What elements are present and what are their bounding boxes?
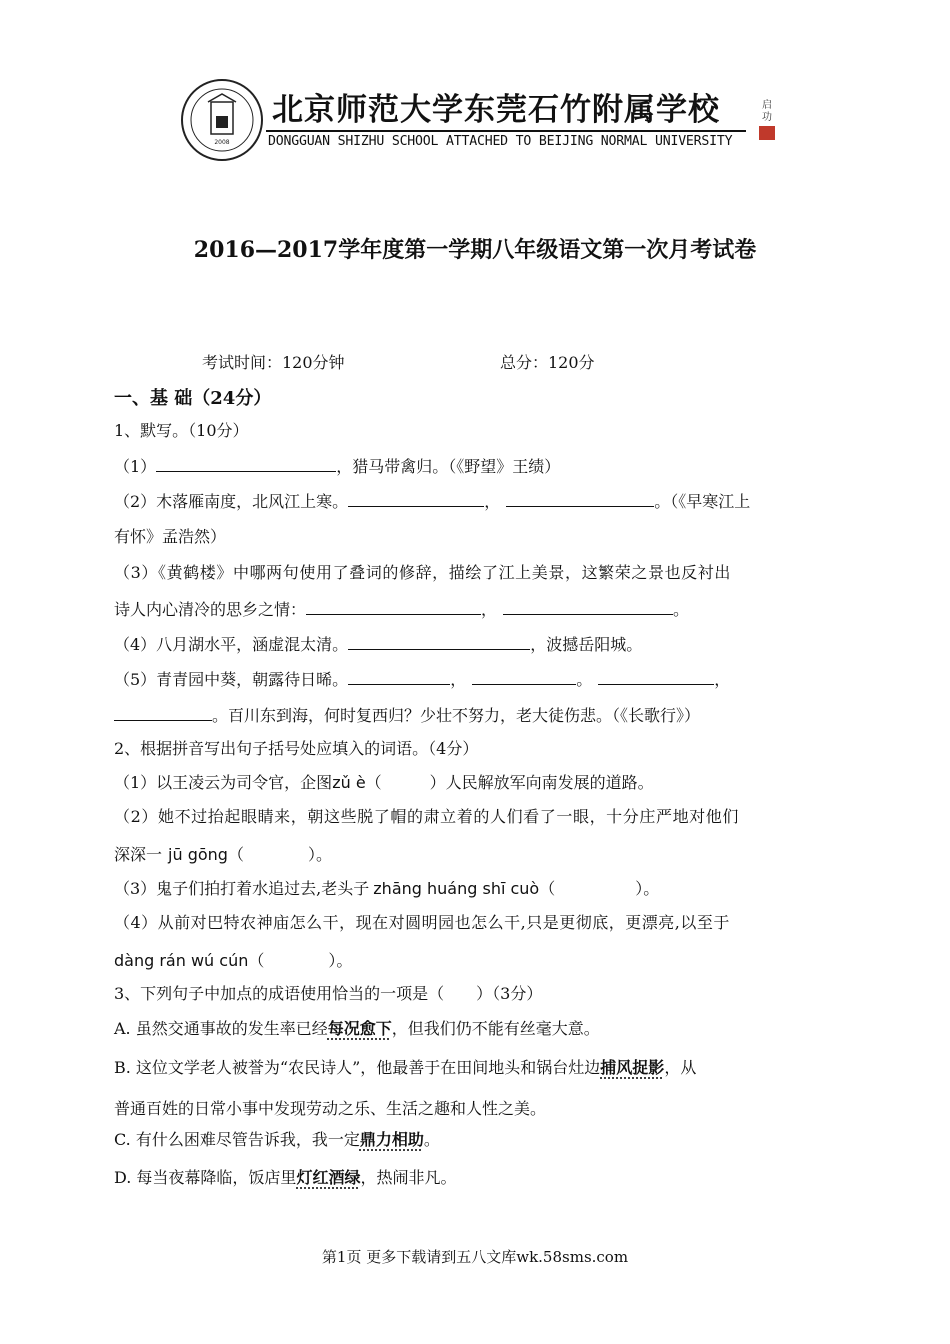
school-logo [180,78,780,162]
exam-total-score: 总分：120分 [500,353,595,372]
q2-item-4-line1: （4）从前对巴特农神庙怎么干，现在对圆明园也怎么干,只是更彻底，更漂亮,以至于 [114,913,730,932]
page-footer: 第1页 更多下载请到五八文库wk.58sms.com [321,1248,629,1266]
q1-item-3-end: 。 [673,600,690,619]
q3-option-d-idiom: 灯红酒绿 [296,1168,361,1187]
q2-item-3 [114,878,659,900]
q1-item-4 [114,633,642,656]
q1-item-5-blank-b[interactable] [472,668,576,685]
q1-item-1 [114,455,560,478]
q2-item-2-line2 [114,844,332,866]
q1-item-2-comma: ， [484,492,501,511]
q2-item-1-text: （1）以王凌云为司令官，企图 [114,773,333,792]
question-1-stem: 1、默写。（10分） [114,421,249,440]
q3-option-b [114,1057,696,1079]
q2-item-2-text: 深深一 [114,845,163,864]
q2-item-1 [114,772,654,794]
q1-item-1-blank[interactable] [156,455,336,472]
q3-option-a-idiom: 每况愈下 [327,1019,392,1038]
q3-option-c [114,1129,440,1151]
q1-item-2-text: （2）木落雁南度，北风江上寒。 [114,492,349,511]
svg-text:启: 启 [762,100,772,111]
q1-item-3-blank-b[interactable] [503,598,673,615]
q1-item-2-blank-a[interactable] [348,490,484,507]
q1-item-2-cont: 有怀》孟浩然） [114,527,227,546]
q3-option-b-idiom: 捕风捉影 [600,1058,665,1077]
q1-item-3-line1: （3）《黄鹤楼》中哪两句使用了叠词的修辞，描绘了江上美景，这繁荣之景也反衬出 [114,563,731,582]
q2-item-4-end: （ ）。 [248,951,353,970]
q2-item-2-end: （ ）。 [227,845,332,864]
question-2-stem: 2、根据拼音写出句子括号处应填入的词语。（4分） [114,739,479,758]
q3-option-d-text: D. 每当夜幕降临，饭店里 [114,1168,297,1187]
q1-item-5-period: 。 [576,670,593,689]
school-name-cn: 北京师范大学东莞石竹附属学校 [272,92,720,128]
q1-item-5-comma-1: ， [450,670,467,689]
q2-item-1-pinyin: zǔ è [332,773,366,792]
q3-option-c-text: C. 有什么困难尽管告诉我，我一定 [114,1130,360,1149]
q1-item-4-text: （4）八月湖水平，涵虚混太清。 [114,635,349,654]
q1-item-5-blank-a[interactable] [348,668,450,685]
q1-item-3-blank-a[interactable] [306,598,481,615]
q1-item-2 [114,490,750,513]
q2-item-4-line2 [114,950,352,972]
q1-item-1-text: ，猎马带禽归。（《野望》王绩） [336,457,561,476]
q1-item-3-line2 [114,598,689,621]
q3-option-c-idiom: 鼎力相助 [359,1130,424,1149]
q1-item-5-text: （5）青青园中葵，朝露待日晞。 [114,670,349,689]
q3-option-a-end: ，但我们仍不能有丝毫大意。 [391,1019,600,1038]
q3-option-c-end: 。 [423,1130,440,1149]
q2-item-3-pinyin: zhāng huáng shī cuò [373,879,540,898]
school-seal-icon [180,78,264,162]
q3-option-a-text: A. 虽然交通事故的发生率已经 [114,1019,328,1038]
q1-item-2-source: 。（《早寒江上 [654,492,751,511]
q2-item-1-end: （ ）人民解放军向南发展的道路。 [365,773,654,792]
red-stamp-icon [756,96,778,142]
q3-option-d-end: ，热闹非凡。 [360,1168,457,1187]
q3-option-a [114,1018,600,1040]
q1-item-4-end: ，波撼岳阳城。 [530,635,643,654]
svg-text:功: 功 [762,112,772,123]
exam-time: 考试时间：120分钟 [202,353,345,372]
page-title: 2016—2017学年度第一学期八年级语文第一次月考试卷 [193,237,757,263]
q1-item-1-label: （1） [114,457,157,476]
svg-text:2008: 2008 [214,139,230,146]
q1-item-5-comma-2: ， [714,670,731,689]
q1-item-5-blank-c[interactable] [598,668,714,685]
q3-option-d [114,1167,456,1189]
q2-item-2-line1: （2）她不过抬起眼睛来，朝这些脱了帽的肃立着的人们看了一眼，十分庄严地对他们 [114,807,739,826]
q1-item-4-blank[interactable] [348,633,530,650]
q1-item-5-line2 [114,704,700,727]
q2-item-2-pinyin: jū gōng [168,845,228,864]
q2-item-4-pinyin: dàng rán wú cún [114,951,249,970]
section-heading: 一、基 础（24分） [114,388,272,409]
q1-item-5-cont: 。百川东到海，何时复西归？少壮不努力，老大徒伤悲。（《长歌行》） [212,706,701,725]
q2-item-3-text: （3）鬼子们拍打着水追过去,老头子 [114,879,370,898]
q3-option-b-text: B. 这位文学老人被誉为“农民诗人”，他最善于在田间地头和锅台灶边 [114,1058,601,1077]
school-name-en: DONGGUAN SHIZHU SCHOOL ATTACHED TO BEIJING NORMAL UNIVERSITY [268,134,733,149]
q1-item-5-blank-d[interactable] [114,704,212,721]
question-3-stem: 3、下列句子中加点的成语使用恰当的一项是（ ）（3分） [114,984,543,1003]
q2-item-3-end: （ ）。 [539,879,660,898]
logo-divider [266,130,746,132]
q1-item-5 [114,668,730,691]
q1-item-3-text: 诗人内心清冷的思乡之情： [114,600,307,619]
q3-option-b-end: ，从 [664,1058,697,1077]
q1-item-2-blank-b[interactable] [506,490,654,507]
q1-item-3-comma: ， [481,600,498,619]
q3-option-b-cont: 普通百姓的日常小事中发现劳动之乐、生活之趣和人性之美。 [114,1099,547,1118]
